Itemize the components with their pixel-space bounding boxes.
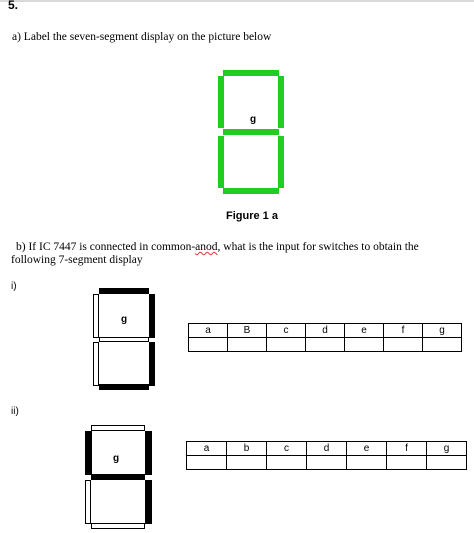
answer-cell-d[interactable] — [306, 338, 345, 352]
answer-cell-d[interactable] — [307, 456, 347, 470]
segment-lower-left — [218, 136, 224, 188]
answer-cell-a[interactable] — [187, 456, 227, 470]
column-header-b: B — [228, 324, 267, 338]
answer-cell-g[interactable] — [427, 456, 467, 470]
page-top-rule — [0, 0, 474, 2]
answer-cell-c[interactable] — [267, 456, 307, 470]
table-header-row — [187, 442, 467, 456]
segment-lower-left — [93, 342, 99, 386]
table-answer-row[interactable] — [189, 338, 462, 352]
answer-cell-b[interactable] — [227, 456, 267, 470]
column-header-d: d — [307, 442, 347, 456]
segment-top — [223, 70, 279, 76]
answer-cell-g[interactable] — [423, 338, 462, 352]
segment-middle — [223, 129, 279, 135]
segment-upper-left — [85, 431, 92, 475]
segment-bottom — [99, 384, 149, 390]
column-header-e: e — [345, 324, 384, 338]
segment-middle — [99, 337, 149, 342]
segment-g-label: g — [121, 314, 128, 325]
answer-cell-a[interactable] — [189, 338, 228, 352]
item-i-label: i) — [11, 281, 17, 292]
segment-lower-right — [145, 480, 152, 524]
part-b-instruction-line2: following 7-segment display — [11, 254, 143, 266]
question-number: 5. — [8, 0, 19, 12]
item-ii-label: ii) — [11, 406, 19, 417]
answer-cell-c[interactable] — [267, 338, 306, 352]
answer-cell-e[interactable] — [345, 338, 384, 352]
segment-upper-left — [218, 76, 224, 128]
segment-top — [91, 425, 145, 431]
answer-cell-f[interactable] — [384, 338, 423, 352]
table-header-row — [189, 324, 462, 338]
part-a-instruction: a) Label the seven-segment display on the picture below — [12, 31, 272, 43]
segment-lower-right — [149, 342, 155, 386]
segment-g-label: g — [250, 114, 257, 125]
answer-cell-f[interactable] — [387, 456, 427, 470]
figure-1a-seven-segment-display — [212, 66, 290, 200]
column-header-a: a — [187, 442, 227, 456]
figure-caption: Figure 1 a — [226, 210, 278, 222]
column-header-a: a — [189, 324, 228, 338]
segment-lower-right — [278, 136, 284, 188]
column-header-g: g — [427, 442, 467, 456]
item-ii-seven-segment-display — [84, 425, 154, 529]
item-i-switch-table — [188, 323, 462, 352]
segment-middle — [91, 474, 145, 480]
segment-bottom — [223, 188, 279, 194]
column-header-g: g — [423, 324, 462, 338]
part-b-instruction-line1: b) If IC 7447 is connected in common-anod, what is the input for switches to obtain the — [16, 241, 419, 253]
column-header-b: b — [227, 442, 267, 456]
column-header-f: f — [384, 324, 423, 338]
segment-upper-right — [278, 76, 284, 128]
segment-bottom — [91, 523, 145, 529]
segment-lower-left — [85, 480, 91, 524]
segment-g-label: g — [113, 453, 120, 464]
table-answer-row[interactable] — [187, 456, 467, 470]
column-header-f: f — [387, 442, 427, 456]
segment-upper-right — [149, 294, 155, 338]
answer-cell-b[interactable] — [228, 338, 267, 352]
misspelled-word: anod — [195, 241, 218, 253]
item-ii-switch-table — [186, 441, 467, 470]
answer-cell-e[interactable] — [347, 456, 387, 470]
column-header-d: d — [306, 324, 345, 338]
item-i-seven-segment-display — [92, 288, 157, 392]
column-header-c: c — [267, 442, 307, 456]
column-header-e: e — [347, 442, 387, 456]
segment-top — [99, 288, 149, 294]
column-header-c: c — [267, 324, 306, 338]
segment-upper-left — [93, 294, 99, 338]
segment-upper-right — [145, 431, 152, 475]
